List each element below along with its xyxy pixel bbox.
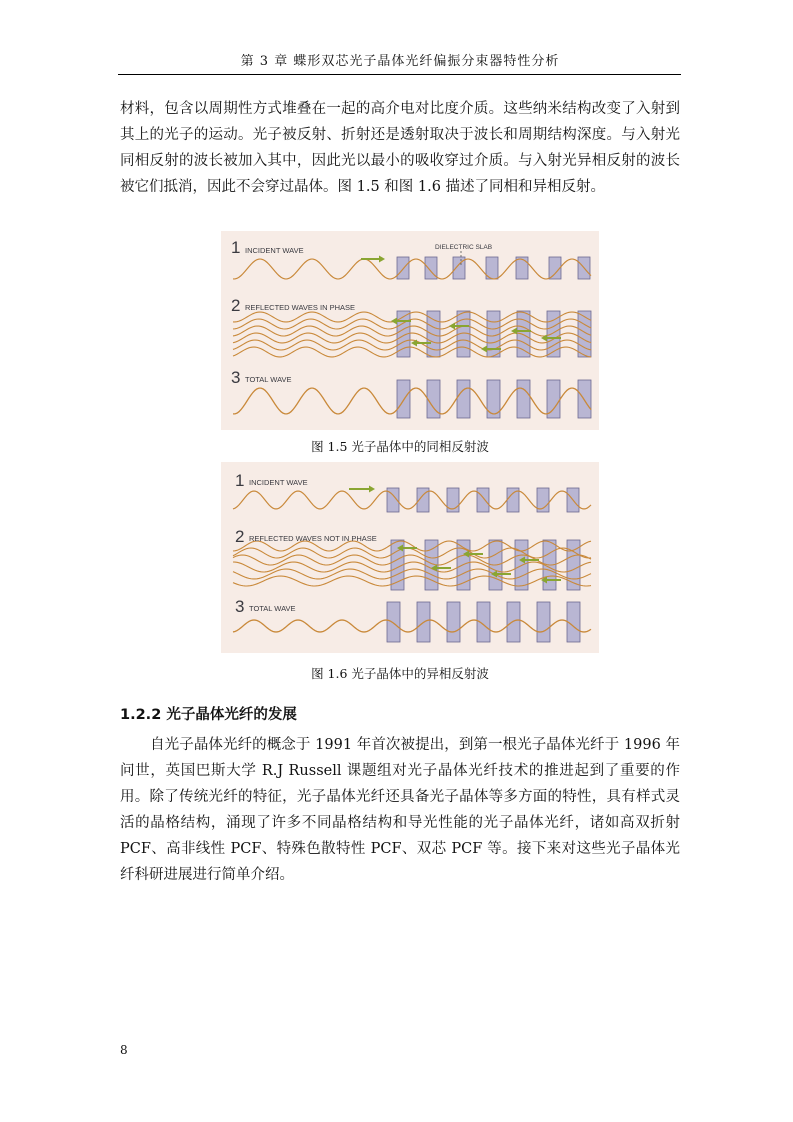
running-header: 第 3 章 蝶形双芯光子晶体光纤偏振分束器特性分析 — [240, 54, 560, 69]
slab — [397, 380, 410, 418]
slab — [447, 602, 460, 642]
reflected-wave — [233, 562, 591, 572]
dielectric-slabs — [397, 257, 591, 418]
paragraph-development — [120, 732, 680, 888]
slab — [547, 380, 560, 418]
total-wave-label: TOTAL WAVE — [249, 604, 296, 613]
arrowhead — [369, 486, 375, 493]
step-2-number: 2 — [235, 527, 245, 546]
page-number: 8 — [120, 1043, 128, 1057]
paragraph-development-text: 自光子晶体光纤的概念于 1991 年首次被提出，到第一根光子晶体光纤于 1996 年问世，英国巴斯大学 R.J Russell 课题组对光子晶体光纤技术的推进起到了重要的作用。除了传统光纤的特征，光子晶体光纤还具备光子晶体等多方面的特性，具有样式灵活的晶格结构，涌现了许多不同晶格结构和导光性能的光子晶体光纤，诸如高双折射 PCF、高非线性 PCF、特殊色散特性 PCF、双芯 PCF 等。接下来对这些光子晶体光纤科研进展进行简单介绍。 — [120, 737, 680, 883]
slab — [507, 602, 520, 642]
reflected-wave — [233, 340, 591, 350]
step-1-number: 1 — [235, 471, 245, 490]
slab — [517, 380, 530, 418]
step-3-number: 3 — [231, 368, 241, 387]
step-3-number: 3 — [235, 597, 245, 616]
paragraph-intro: 材料，包含以周期性方式堆叠在一起的高介电对比度介质。这些纳米结构改变了入射到其上的光子的运动。光子被反射、折射还是透射取决于波长和周期结构深度。与入射光同相反射的波长被加入其中，因此光以最小的吸收穿过介质。与入射光异相反射的波长被它们抵消，因此不会穿过晶体。图 1.5 和图 1.6 描述了同相和异相反射。 — [120, 101, 680, 195]
incident-wave — [233, 259, 591, 279]
arrowhead — [481, 346, 487, 353]
slab — [537, 602, 550, 642]
section-heading: 1.2.2 光子晶体光纤的发展 — [120, 707, 297, 723]
header-rule — [118, 74, 681, 75]
arrowhead — [379, 256, 385, 263]
wave-lines — [233, 259, 591, 414]
reflected-wave — [233, 312, 591, 322]
reflected-waves-label: REFLECTED WAVES IN PHASE — [245, 303, 356, 312]
arrowhead — [391, 318, 397, 325]
slab — [578, 380, 591, 418]
figure-1-6 — [221, 462, 599, 653]
figure-1-5-caption: 图 1.5 光子晶体中的同相反射波 — [311, 439, 489, 454]
reflected-wave — [233, 576, 591, 586]
slab — [516, 257, 528, 279]
figure-1-6-caption: 图 1.6 光子晶体中的异相反射波 — [311, 666, 489, 681]
in-phase-reflection-illustration — [221, 231, 599, 430]
slab — [457, 380, 470, 418]
step-2-number: 2 — [231, 296, 241, 315]
incident-wave-label: INCIDENT WAVE — [249, 478, 308, 487]
dielectric-slab-label: DIELECTRIC SLAB — [435, 244, 493, 251]
slab — [397, 257, 409, 279]
slab — [387, 602, 400, 642]
out-of-phase-reflection-illustration — [221, 462, 599, 653]
figure-1-5 — [221, 231, 599, 430]
slab — [477, 488, 489, 512]
reflected-wave — [233, 319, 591, 329]
incident-wave-label: INCIDENT WAVE — [245, 246, 304, 255]
reflected-waves-label: REFLECTED WAVES NOT IN PHASE — [249, 534, 377, 543]
step-1-number: 1 — [231, 238, 241, 257]
total-wave-label: TOTAL WAVE — [245, 375, 292, 384]
total-wave — [233, 388, 591, 414]
reflected-wave — [233, 569, 591, 579]
arrowhead — [449, 323, 455, 330]
